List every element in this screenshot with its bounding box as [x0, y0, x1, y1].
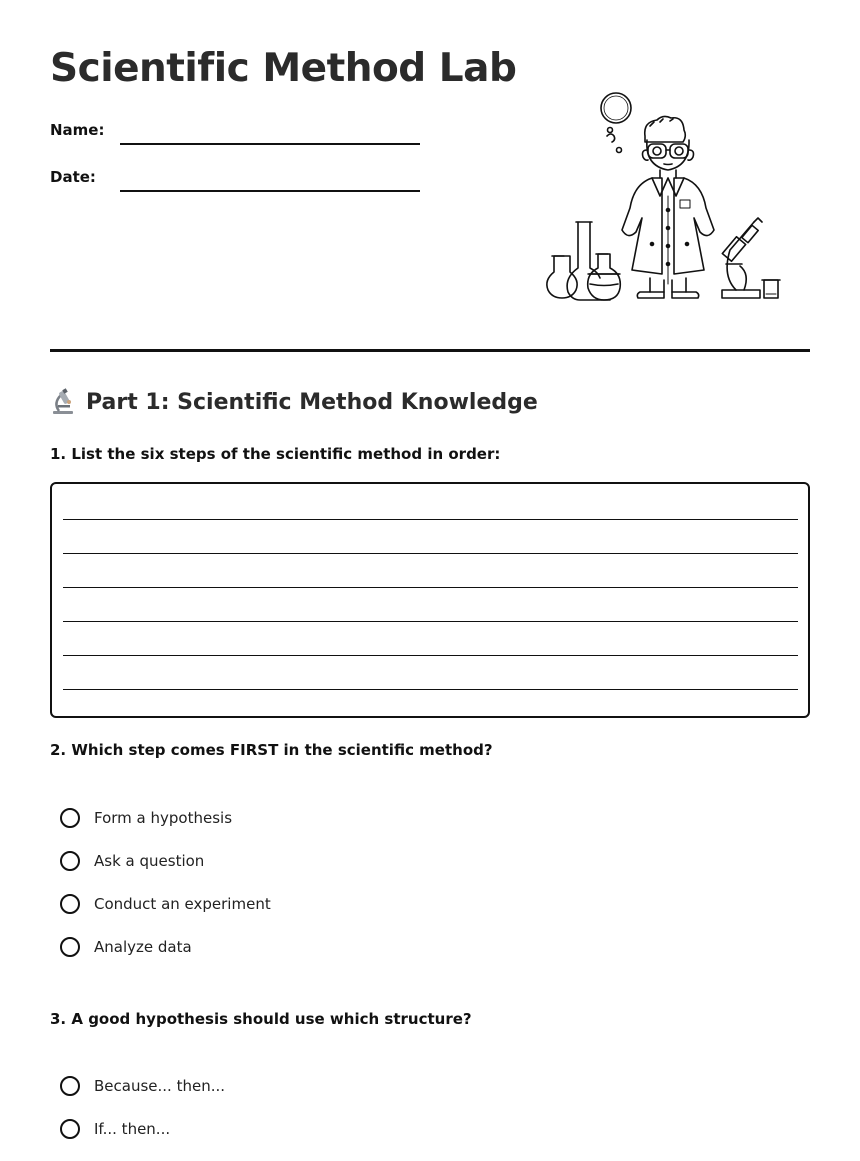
- radio-button[interactable]: [60, 1119, 80, 1139]
- q2-option-form-hypothesis[interactable]: [60, 808, 232, 828]
- radio-button[interactable]: [60, 1076, 80, 1096]
- question-2: 2. Which step comes FIRST in the scientific method?: [50, 741, 493, 759]
- page-title: Scientific Method Lab: [50, 46, 517, 91]
- radio-button[interactable]: [60, 937, 80, 957]
- q2-option-analyze-data[interactable]: [60, 937, 192, 957]
- date-field[interactable]: [120, 190, 420, 192]
- section-heading-text: Part 1: Scientific Method Knowledge: [86, 389, 538, 415]
- question-3: 3. A good hypothesis should use which structure?: [50, 1010, 472, 1028]
- q2-option-ask-question[interactable]: [60, 851, 204, 871]
- option-label: If... then...: [94, 1120, 171, 1138]
- option-label: Ask a question: [94, 852, 205, 870]
- date-label: Date:: [50, 168, 96, 186]
- option-label: Because... then...: [94, 1077, 226, 1095]
- header-divider: [50, 349, 810, 352]
- q3-option-if-then[interactable]: [60, 1119, 170, 1139]
- answer-line-2[interactable]: [63, 553, 798, 554]
- microscope-icon: [50, 388, 76, 416]
- answer-line-6[interactable]: [63, 689, 798, 690]
- answer-box-q1[interactable]: [50, 482, 810, 718]
- name-label: Name:: [50, 121, 105, 139]
- q2-option-conduct-experiment[interactable]: [60, 894, 271, 914]
- radio-button[interactable]: [60, 808, 80, 828]
- answer-line-3[interactable]: [63, 587, 798, 588]
- option-label: Form a hypothesis: [94, 809, 233, 827]
- question-1: 1. List the six steps of the scientific method in order:: [50, 445, 501, 463]
- q3-option-because-then[interactable]: [60, 1076, 225, 1096]
- name-field[interactable]: [120, 143, 420, 145]
- answer-line-1[interactable]: [63, 519, 798, 520]
- radio-button[interactable]: [60, 894, 80, 914]
- answer-line-4[interactable]: [63, 621, 798, 622]
- option-label: Conduct an experiment: [94, 895, 271, 913]
- option-label: Analyze data: [94, 938, 192, 956]
- answer-line-5[interactable]: [63, 655, 798, 656]
- radio-button[interactable]: [60, 851, 80, 871]
- scientist-illustration: [540, 88, 790, 308]
- section-heading-part1: [50, 388, 538, 416]
